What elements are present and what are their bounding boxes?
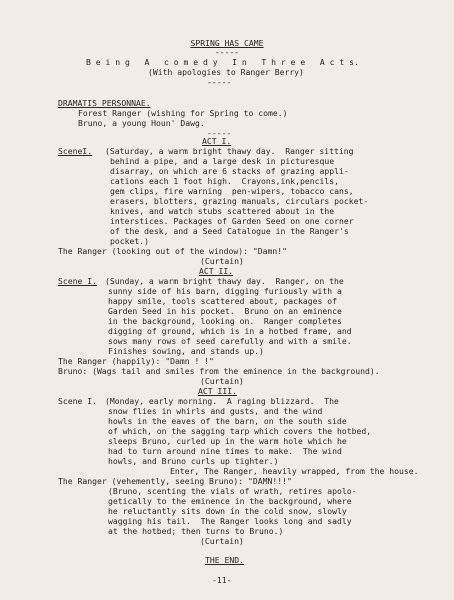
- dramatis-heading: DRAMATIS PERSONNAE.: [58, 98, 151, 108]
- stage-direction-line: of the desk, and a Seed Catalogue in the Ranger's: [110, 226, 349, 236]
- stage-direction-line: disarray, on which are 6 stacks of grazing appli-: [110, 166, 349, 176]
- stage-direction-line: Garden Seed in his pocket. Bruno on an eminence: [108, 306, 342, 316]
- cast-member: Bruno, a young Houn' Dawg.: [78, 118, 205, 128]
- stage-direction-line: in the background, looking on. Ranger completes: [108, 316, 342, 326]
- apology-note: (With apologies to Ranger Berry): [148, 67, 304, 77]
- page-number: -11-: [212, 575, 232, 585]
- act-heading: ACT II.: [199, 266, 234, 276]
- bruno-action: Bruno: (Wags tail and smiles from the eminence in the background).: [58, 366, 380, 376]
- stage-direction-line: Finishes sowing, and stands up.): [108, 346, 264, 356]
- ranger-dialogue: The Ranger (vehemently, seeing Bruno): "DAMN!!!": [58, 476, 292, 486]
- stage-direction-line: pocket.): [110, 236, 149, 246]
- stage-direction-line: erasers, blotters, grazing manuals, circulars pocket-: [110, 196, 369, 206]
- play-title: SPRING HAS CAME: [190, 38, 264, 48]
- title-separator: -----: [214, 47, 240, 57]
- enter-direction: Enter, The Ranger, heavily wrapped, from the house.: [170, 466, 419, 476]
- stage-direction-line: digging of ground, which is in a hotbed frame, and: [108, 326, 352, 336]
- scene-label: Scene I.: [58, 276, 97, 286]
- stage-direction-line: he reluctantly sits down in the cold snow, slowly: [108, 506, 347, 516]
- act-heading: ACT III.: [198, 386, 237, 396]
- ranger-dialogue: The Ranger (looking out of the window): "Damn!": [58, 246, 288, 256]
- stage-direction-line: sunny side of his barn, digging furiously with a: [108, 286, 342, 296]
- stage-direction-line: happy smile, tools scattered about, packages of: [108, 296, 338, 306]
- stage-direction-line: howls in the eaves of the barn, on the south side: [108, 416, 347, 426]
- scene-label: Scene I.: [58, 396, 97, 406]
- stage-direction-line: (Monday, early morning. A raging blizzard. The: [105, 396, 339, 406]
- stage-direction-line: sleeps Bruno, curled up in the warm hole which he: [108, 436, 347, 446]
- subtitle-separator: -----: [207, 77, 232, 87]
- play-subtitle: B e i n g A c o m e d y I n T h r e e A c t s.: [86, 57, 359, 67]
- stage-direction-line: (Sunday, a warm bright thawy day. Ranger, on the: [105, 276, 344, 286]
- ranger-dialogue: The Ranger (happily): "Damn ! !": [58, 356, 214, 366]
- stage-direction-line: snow flies in whirls and gusts, and the wind: [108, 406, 323, 416]
- stage-direction-line: knives, and watch stubs scattered about in the: [110, 206, 335, 216]
- stage-direction-line: howls, and Bruno curls up tighter.): [108, 456, 279, 466]
- stage-direction-line: (Bruno, scenting the vials of wrath, retires apolo-: [108, 486, 357, 496]
- stage-direction-line: at the hotbed; then turns to Bruno.): [108, 526, 284, 536]
- curtain-note: (Curtain): [200, 536, 244, 546]
- stage-direction-line: wagging his tail. The Ranger looks long and sadly: [108, 516, 352, 526]
- stage-direction-line: getically to the eminence in the background, where: [108, 496, 352, 506]
- stage-direction-line: interstices. Packages of Garden Seed on one corner: [110, 216, 354, 226]
- stage-direction-line: sows many rows of seed carefully and with a smile.: [108, 336, 352, 346]
- curtain-note: (Curtain): [200, 256, 244, 266]
- stage-direction-line: gem clips, fire warning pen-wipers, tobacco cans,: [110, 186, 354, 196]
- stage-direction-line: of which, on the sagging tarp which covers the hotbed,: [108, 426, 372, 436]
- cast-separator: -----: [207, 128, 232, 138]
- scene-label: SceneI.: [58, 146, 93, 156]
- the-end: THE END.: [205, 555, 244, 565]
- stage-direction-line: (Saturday, a warm bright thawy day. Ranger sitting: [105, 146, 354, 156]
- stage-direction-line: cations each 1 foot high. Crayons,ink,pencils,: [110, 176, 340, 186]
- curtain-note: (Curtain): [200, 376, 244, 386]
- act-heading: ACT I.: [202, 136, 232, 146]
- cast-member: Forest Ranger (wishing for Spring to come.): [78, 108, 288, 118]
- stage-direction-line: behind a pipe, and a large desk in picturesque: [110, 156, 335, 166]
- stage-direction-line: had to turn around nine times to make. The wind: [108, 446, 342, 456]
